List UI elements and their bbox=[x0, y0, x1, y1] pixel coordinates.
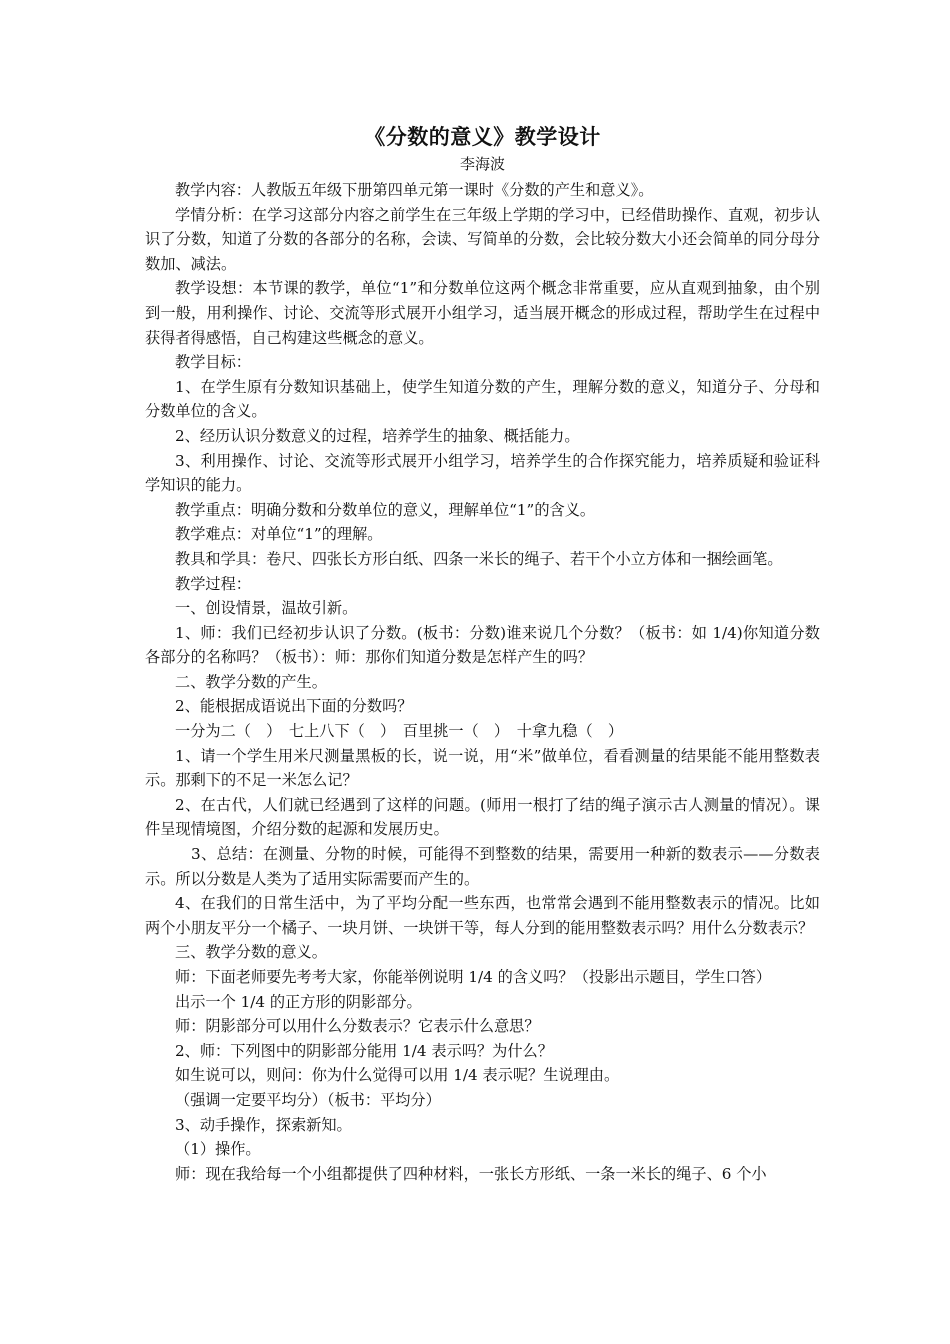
document-page bbox=[145, 122, 820, 1186]
paragraph: 教学内容：人教版五年级下册第四单元第一课时《分数的产生和意义》。 bbox=[175, 181, 654, 199]
paragraph: （强调一定要平均分）（板书：平均分） bbox=[175, 1090, 441, 1109]
paragraph: 3、总结：在测量、分物的时候，可能得不到整数的结果，需要用一种新的数表示——分数表示。所以分数是人类为了适用实际需要而产生的。 bbox=[145, 845, 820, 888]
paragraph: 2、能根据成语说出下面的分数吗？ bbox=[175, 697, 413, 716]
paragraph: 4、在我们的日常生活中，为了平均分配一些东西，也常常会遇到不能用整数表示的情况。比如两个小朋友平分一个橘子、一块月饼、一块饼干等，每人分到的能用整数表示吗？用什么分数表示？ bbox=[145, 894, 820, 937]
paragraph: 出示一个 1/4 的正方形的阴影部分。 bbox=[175, 992, 422, 1011]
paragraph: （1）操作。 bbox=[175, 1140, 261, 1159]
paragraph: 1、在学生原有分数知识基础上，使学生知道分数的产生，理解分数的意义，知道分子、分母和分数单位的含义。 bbox=[145, 377, 820, 421]
paragraph: 教学重点：明确分数和分数单位的意义，理解单位“1”的含义。 bbox=[175, 500, 596, 519]
paragraph: 1、请一个学生用米尺测量黑板的长，说一说，用“米”做单位，看看测量的结果能不能用整数表示。那剩下的不足一米怎么记？ bbox=[145, 746, 820, 790]
document-author: 李海波 bbox=[459, 155, 505, 173]
paragraph: 教学过程： bbox=[175, 574, 251, 593]
paragraph: 2、在古代，人们就已经遇到了这样的问题。(师用一根打了结的绳子演示古人测量的情况）。课件呈现情境图，介绍分数的起源和发展历史。 bbox=[145, 795, 820, 839]
paragraph: 学情分析：在学习这部分内容之前学生在三年级上学期的学习中，已经借助操作、直观，初步认识了分数，知道了分数的各部分的名称，会读、写简单的分数，会比较分数大小还会简单的同分母分数加、减法。 bbox=[145, 205, 820, 273]
paragraph: 师：阴影部分可以用什么分数表示？它表示什么意思？ bbox=[175, 1017, 540, 1036]
paragraph: 师：下面老师要先考考大家，你能举例说明 1/4 的含义吗？（投影出示题目，学生口答） bbox=[175, 968, 772, 986]
paragraph: 教学设想：本节课的教学，单位“1”和分数单位这两个概念非常重要，应从直观到抽象，由个别到一般，用利操作、讨论、交流等形式展开小组学习，适当展开概念的形成过程，帮助学生在过程中获得者得感悟，自己构建这些概念的意义。 bbox=[145, 279, 820, 347]
paragraph: 教学难点：对单位“1”的理解。 bbox=[175, 525, 383, 544]
paragraph: 一分为二（ ） 七上八下（ ） 百里挑一（ ） 十拿九稳（ ） bbox=[175, 722, 624, 741]
paragraph: 2、经历认识分数意义的过程，培养学生的抽象、概括能力。 bbox=[175, 426, 580, 445]
paragraph: 三、教学分数的意义。 bbox=[175, 943, 327, 962]
paragraph: 教具和学具：卷尺、四张长方形白纸、四条一米长的绳子、若干个小立方体和一捆绘画笔。 bbox=[175, 549, 783, 568]
document-title: 《分数的意义》教学设计 bbox=[364, 125, 601, 149]
paragraph: 如生说可以，则问：你为什么觉得可以用 1/4 表示呢？生说理由。 bbox=[175, 1066, 620, 1085]
paragraph: 师：现在我给每一个小组都提供了四种材料，一张长方形纸、一条一米长的绳子、6 个小 bbox=[175, 1164, 767, 1183]
paragraph: 二、教学分数的产生。 bbox=[175, 672, 327, 691]
paragraph: 一、创设情景，温故引新。 bbox=[175, 599, 358, 618]
paragraph: 教学目标： bbox=[175, 353, 251, 372]
paragraph: 3、动手操作，探索新知。 bbox=[175, 1115, 352, 1134]
paragraph: 1、师：我们已经初步认识了分数。(板书：分数)谁来说几个分数？（板书：如 1/4)你知道分数各部分的名称吗？（板书）：师：那你们知道分数是怎样产生的吗？ bbox=[145, 623, 820, 667]
paragraph: 3、利用操作、讨论、交流等形式展开小组学习，培养学生的合作探究能力，培养质疑和验证科学知识的能力。 bbox=[145, 451, 820, 495]
paragraph: 2、师：下列图中的阴影部分能用 1/4 表示吗？为什么？ bbox=[175, 1041, 553, 1060]
